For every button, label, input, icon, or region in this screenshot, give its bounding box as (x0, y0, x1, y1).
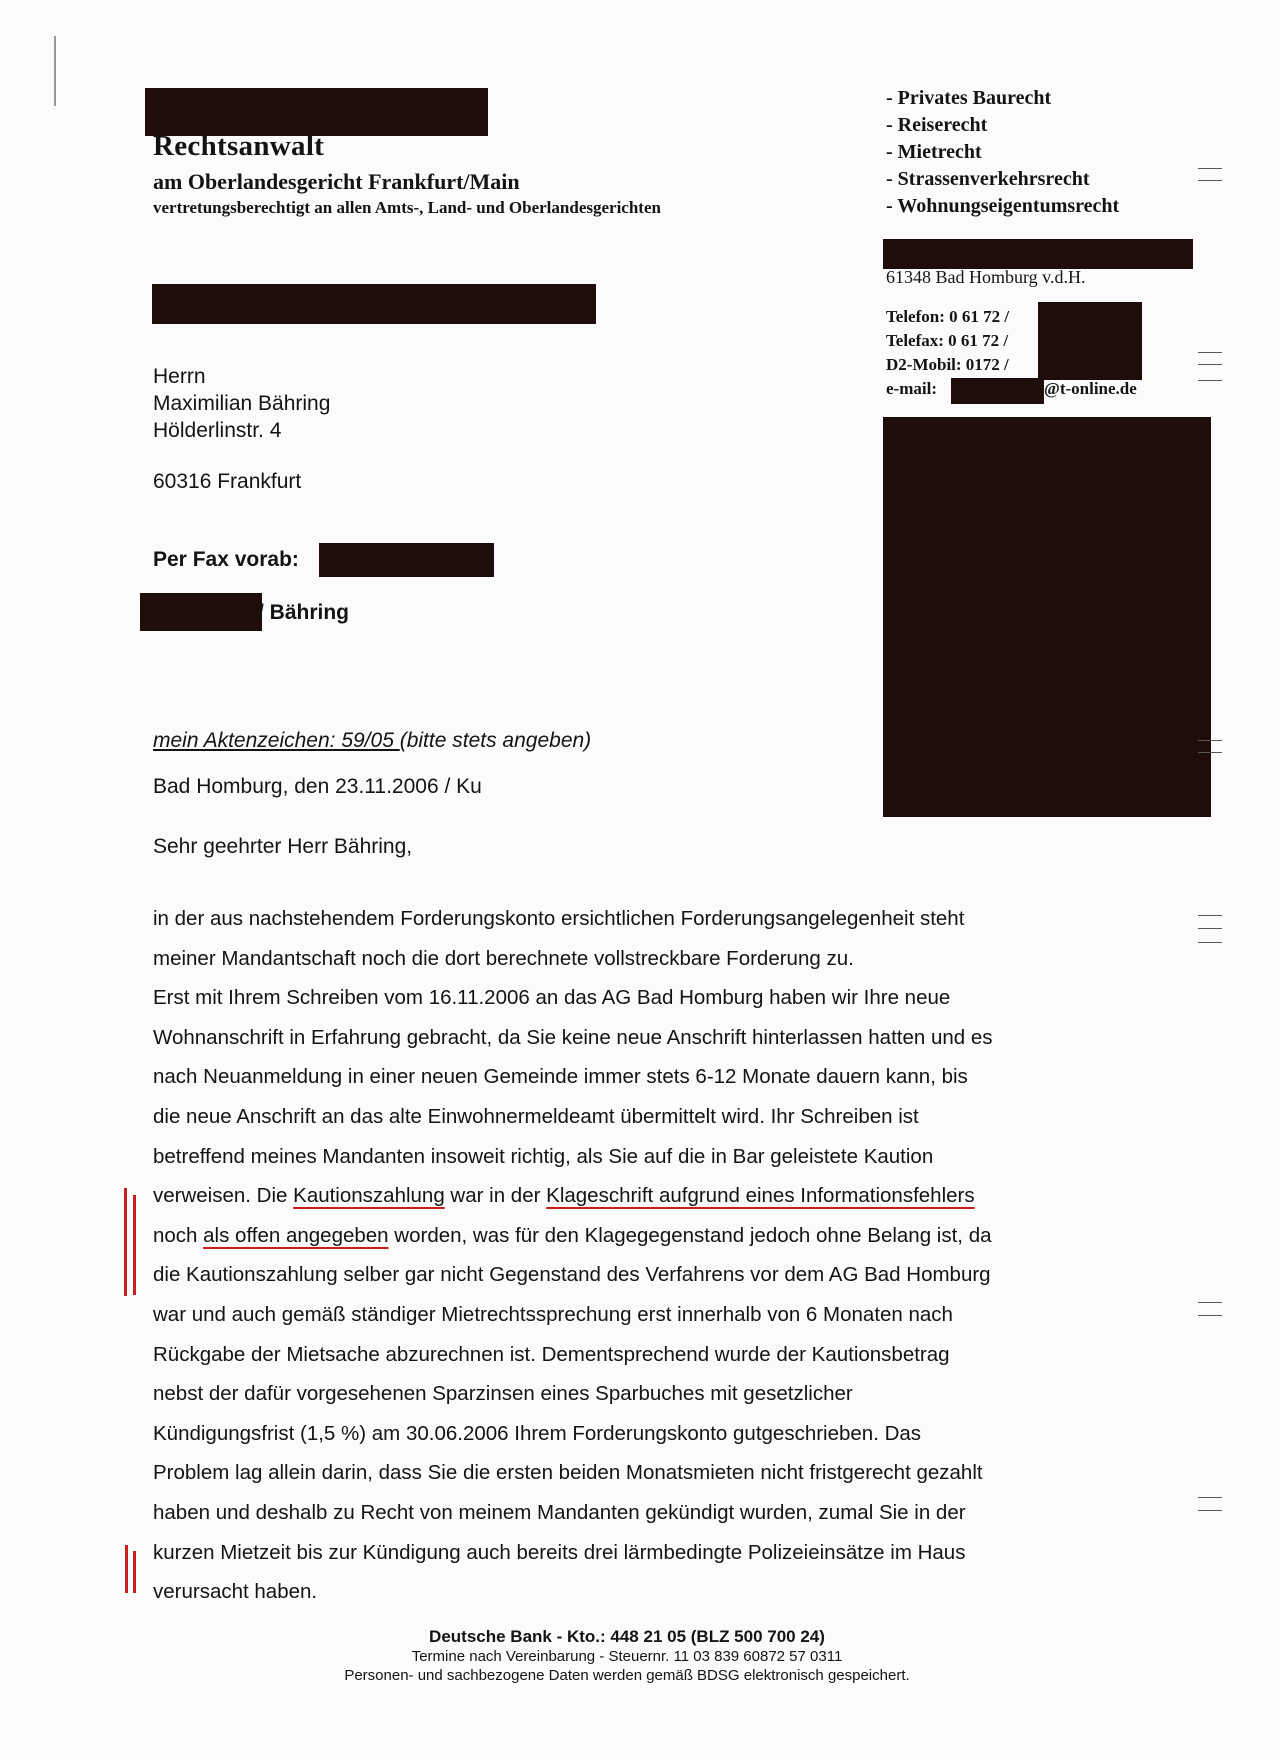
edge-mark (1198, 915, 1222, 916)
red-margin-mark (125, 1545, 128, 1593)
edge-mark (1198, 168, 1222, 169)
practice-area-item: - Privates Baurecht (886, 87, 1052, 109)
edge-mark (1198, 1510, 1222, 1511)
practice-area-item: - Strassenverkehrsrecht (886, 168, 1090, 190)
recipient-name: Maximilian Bähring (153, 392, 331, 415)
body-line: kurzen Mietzeit bis zur Kündigung auch bereits drei lärmbedingte Polizeieinsätze im Haus (153, 1540, 966, 1564)
edge-mark (1198, 380, 1222, 381)
greeting: Sehr geehrter Herr Bähring, (153, 835, 413, 858)
edge-mark (1198, 942, 1222, 943)
redacted-phone-numbers (1038, 302, 1142, 380)
edge-mark (1198, 928, 1222, 929)
body-line: meiner Mandantschaft noch die dort berechnete vollstreckbare Forderung zu. (153, 946, 854, 970)
body-line (153, 1216, 1113, 1256)
practice-area-item: - Reiserecht (886, 114, 988, 136)
footer-bank: Deutsche Bank - Kto.: 448 21 05 (BLZ 500 700 24) (429, 1627, 825, 1646)
redacted-sender-street (883, 239, 1193, 269)
practice-area-item: - Wohnungseigentumsrecht (886, 195, 1120, 217)
reference-line (153, 729, 591, 753)
redacted-name-top (145, 88, 488, 136)
edge-mark (1198, 752, 1222, 753)
body-line: nebst der dafür vorgesehenen Sparzinsen eines Sparbuches mit gesetzlicher (153, 1382, 853, 1406)
footer-appointments: Termine nach Vereinbarung - Steuernr. 11 03 839 60872 57 0311 (411, 1648, 843, 1665)
redacted-sender-line (152, 284, 596, 324)
body-line: war und auch gemäß ständiger Mietrechtssprechung erst innerhalb von 6 Monaten nach (153, 1302, 953, 1326)
body-line: die neue Anschrift an das alte Einwohnermeldeamt übermittelt wird. Ihr Schreiben ist (153, 1104, 919, 1128)
body-text-span: noch (153, 1223, 204, 1247)
body-line: Kündigungsfrist (1,5 %) am 30.06.2006 Ihrem Forderungskonto gutgeschrieben. Das (153, 1421, 922, 1445)
sender-email-label: e-mail: (886, 379, 937, 398)
practice-area-item: - Mietrecht (886, 141, 982, 163)
sender-mobile: D2-Mobil: 0172 / (886, 355, 1009, 374)
red-underlined-text: als offen angegeben (203, 1223, 389, 1247)
letterhead-title: Rechtsanwalt (153, 130, 325, 162)
redacted-fax-number (319, 543, 494, 577)
body-text-span: verweisen. Die (153, 1184, 294, 1208)
red-underlined-text: Kautionszahlung (293, 1184, 445, 1208)
body-line: haben und deshalb zu Recht von meinem Mandanten gekündigt wurden, zumal Sie in der (153, 1500, 966, 1524)
red-underlined-text: Klageschrift aufgrund eines Informationsfehlers (546, 1184, 975, 1208)
body-line: verursacht haben. (153, 1580, 318, 1604)
staple-mark (54, 36, 56, 106)
body-line (153, 1176, 1113, 1216)
letter-body (153, 899, 1113, 1612)
recipient-salutation: Herrn (153, 365, 206, 388)
subject-line: / Bähring (258, 601, 350, 624)
body-line: in der aus nachstehendem Forderungskonto ersichtlichen Forderungsangelegenheit steht (153, 907, 965, 930)
body-line: die Kautionszahlung selber gar nicht Gegenstand des Verfahrens vor dem AG Bad Homburg (153, 1263, 991, 1287)
red-margin-mark (133, 1195, 136, 1295)
edge-mark (1198, 1497, 1222, 1498)
reference-number: mein Aktenzeichen: 59/05 (153, 729, 400, 752)
red-margin-mark (133, 1551, 136, 1593)
body-line: nach Neuanmeldung in einer neuen Gemeinde immer stets 6-12 Monate dauern kann, bis (153, 1065, 968, 1089)
body-line: Erst mit Ihrem Schreiben vom 16.11.2006 an das AG Bad Homburg haben wir Ihre neue (153, 986, 951, 1010)
body-line: Rückgabe der Mietsache abzurechnen ist. Dementsprechend wurde der Kautionsbetrag (153, 1342, 950, 1366)
letterhead-court: am Oberlandesgericht Frankfurt/Main (153, 169, 520, 194)
fax-label: Per Fax vorab: (153, 548, 299, 571)
body-text-span: worden, was für den Klagegegenstand jedoch ohne Belang ist, da (388, 1223, 992, 1247)
edge-mark (1198, 1315, 1222, 1316)
recipient-street: Hölderlinstr. 4 (153, 419, 282, 442)
letterhead-authorization: vertretungsberechtigt an allen Amts-, Land- und Oberlandesgerichten (153, 198, 661, 217)
date-line: Bad Homburg, den 23.11.2006 / Ku (153, 775, 482, 798)
body-line: Wohnanschrift in Erfahrung gebracht, da Sie keine neue Anschrift hinterlassen hatten und es (153, 1025, 993, 1049)
red-margin-mark (124, 1188, 127, 1296)
edge-mark (1198, 740, 1222, 741)
sender-telefax: Telefax: 0 61 72 / (886, 331, 1009, 350)
body-text-span: war in der (444, 1184, 547, 1208)
edge-mark (1198, 352, 1222, 353)
sender-telefon: Telefon: 0 61 72 / (886, 307, 1010, 326)
edge-mark (1198, 180, 1222, 181)
reference-hint: (bitte stets angeben) (399, 729, 592, 752)
redacted-email-user (951, 378, 1044, 404)
sender-city: 61348 Bad Homburg v.d.H. (886, 267, 1086, 287)
recipient-zip-city: 60316 Frankfurt (153, 470, 302, 493)
footer-privacy: Personen- und sachbezogene Daten werden gemäß BDSG elektronisch gespeichert. (344, 1667, 910, 1684)
recipient-address (153, 363, 330, 444)
body-line: Problem lag allein darin, dass Sie die ersten beiden Monatsmieten nicht fristgerecht gezahlt (153, 1461, 983, 1485)
edge-mark (1198, 364, 1222, 365)
practice-areas-list (886, 85, 1119, 220)
sender-email-domain: @t-online.de (1044, 379, 1137, 398)
body-line: betreffend meines Mandanten insoweit richtig, als Sie auf die in Bar geleistete Kaution (153, 1144, 934, 1168)
redacted-subject-name (140, 593, 262, 631)
redacted-side-block (883, 417, 1211, 817)
edge-mark (1198, 1302, 1222, 1303)
